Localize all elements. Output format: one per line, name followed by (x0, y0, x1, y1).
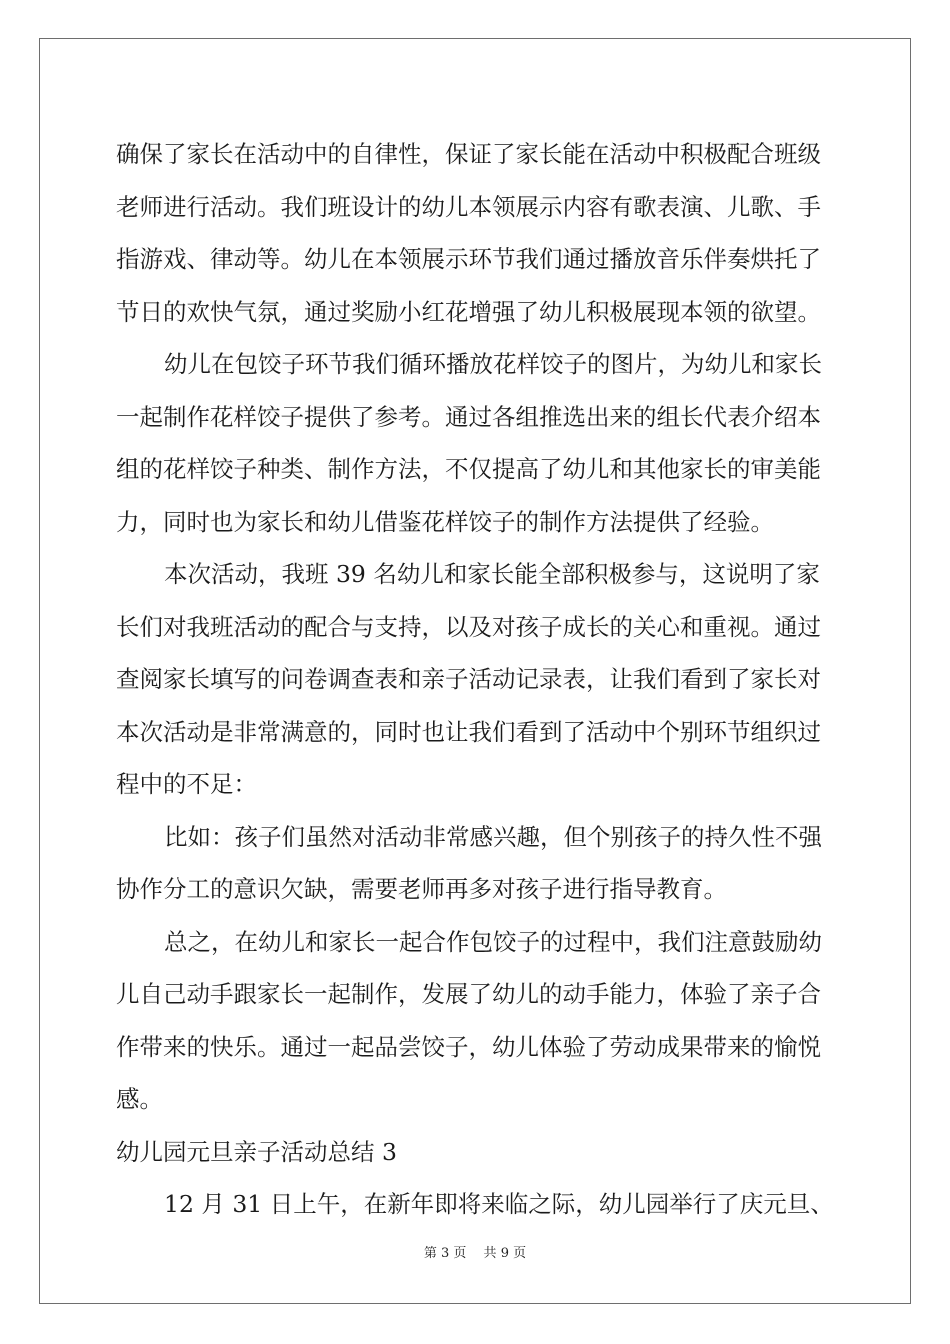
text-line: 查阅家长填写的问卷调查表和亲子活动记录表，让我们看到了家长对 (116, 665, 821, 693)
document-body (116, 128, 836, 1231)
page-number-label: 第 3 页 共 9 页 (423, 1246, 527, 1261)
text-line: 老师进行活动。我们班设计的幼儿本领展示内容有歌表演、儿歌、手 (116, 192, 821, 221)
text-line: 协作分工的意识欠缺，需要老师再多对孩子进行指导教育。 (116, 875, 727, 903)
section-heading: 幼儿园元旦亲子活动总结 3 (116, 1137, 397, 1166)
text-line: 指游戏、律动等。幼儿在本领展示环节我们通过播放音乐伴奏烘托了 (116, 245, 821, 273)
text-line: 一起制作花样饺子提供了参考。通过各组推选出来的组长代表介绍本 (116, 402, 821, 431)
text-line: 儿自己动手跟家长一起制作，发展了幼儿的动手能力，体验了亲子合 (116, 980, 821, 1008)
paragraph-first-line: 12 月 31 日上午，在新年即将来临之际，幼儿园举行了庆元旦、 (164, 1190, 834, 1218)
page-footer (0, 1245, 950, 1263)
text-line: 力，同时也为家长和幼儿借鉴花样饺子的制作方法提供了经验。 (116, 507, 774, 536)
text-line: 程中的不足： (116, 770, 257, 798)
text-line: 感。 (116, 1085, 163, 1113)
text-line: 节日的欢快气氛，通过奖励小红花增强了幼儿积极展现本领的欲望。 (116, 297, 821, 326)
text-line: 确保了家长在活动中的自律性，保证了家长能在活动中积极配合班级 (116, 140, 821, 168)
paragraph-first-line: 幼儿在包饺子环节我们循环播放花样饺子的图片，为幼儿和家长 (164, 350, 822, 378)
paragraph-first-line: 比如：孩子们虽然对活动非常感兴趣，但个别孩子的持久性不强 (164, 822, 822, 851)
text-line: 长们对我班活动的配合与支持，以及对孩子成长的关心和重视。通过 (116, 612, 821, 641)
paragraph-first-line: 本次活动，我班 39 名幼儿和家长能全部积极参与，这说明了家 (164, 560, 820, 588)
text-line: 作带来的快乐。通过一起品尝饺子，幼儿体验了劳动成果带来的愉悦 (116, 1032, 821, 1061)
paragraph-first-line: 总之，在幼儿和家长一起合作包饺子的过程中，我们注意鼓励幼 (164, 927, 822, 956)
text-line: 本次活动是非常满意的，同时也让我们看到了活动中个别环节组织过 (116, 717, 821, 746)
text-line: 组的花样饺子种类、制作方法，不仅提高了幼儿和其他家长的审美能 (116, 455, 821, 483)
